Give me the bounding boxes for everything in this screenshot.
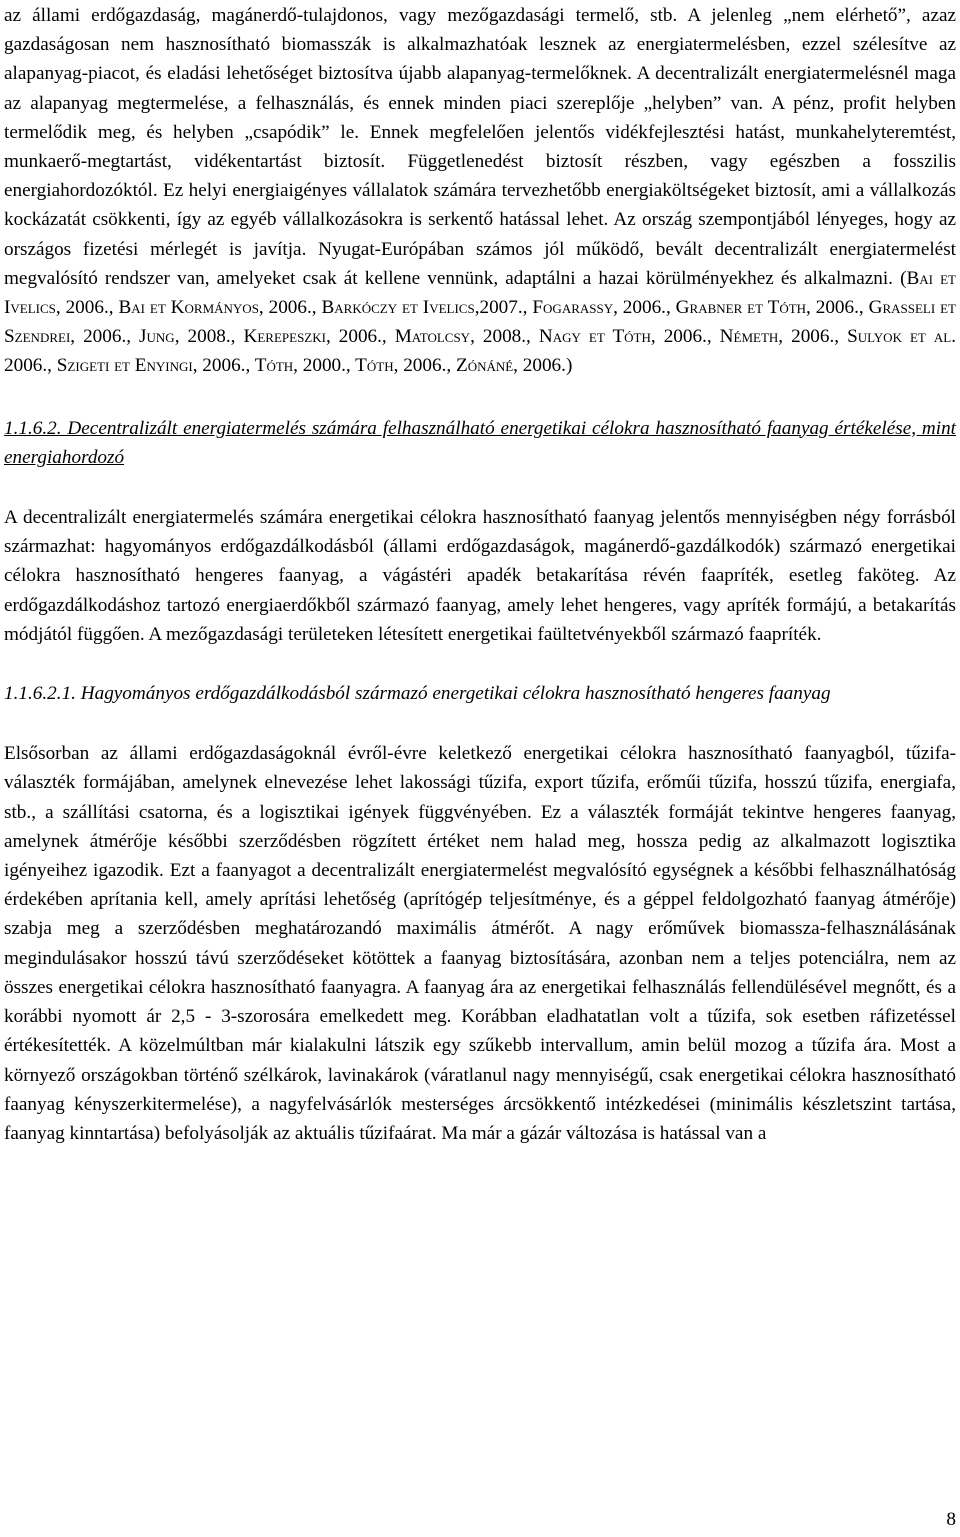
document-page bbox=[4, 0, 956, 1148]
section-heading-1-1-6-2: 1.1.6.2. Decentralizált energiatermelés számára felhasználható energetikai célokra hasznosítható faanyag értékelése, mint energiahordozó bbox=[4, 417, 956, 468]
citation-list: (Bai et Ivelics, 2006., Bai et Kormányos, 2006., Barkóczy et Ivelics,2007., Fogarassy, 2006., Grabner et Tóth, 2006., Grasseli et Szendrei, 2006., Jung, 2008., Kerepeszki, 2006., Matolcsy, 2008., Nagy et Tóth, 2006., Németh, 2006., Sulyok et al. 2006., Szigeti et Enyingi, 2006., Tóth, 2000., Tóth, 2006., Zónáné, 2006.) bbox=[4, 267, 956, 377]
paragraph-wood-sources: A decentralizált energiatermelés számára energetikai célokra hasznosítható faanyag jelentős mennyiségben négy forrásból származhat: hagyományos erdőgazdálkodásból (állami erdőgazdaságok, magánerdő-gazdálkodók) származó energetikai célokra hasznosítható hengeres faanyag, a vágástéri apadék betakarítása révén faapríték, esetleg faköteg. Az erdőgazdálkodáshoz tartozó energiaerdőkből származó faanyag, amely lehet hengeres, vagy apríték formájú, a betakarítás módjától függően. A mezőgazdasági területeken létesített energetikai faültetvényekből származó faapríték. bbox=[4, 507, 956, 645]
page-number: 8 bbox=[946, 1509, 956, 1530]
paragraph-intro bbox=[4, 0, 956, 381]
paragraph-firewood: Elsősorban az állami erdőgazdaságoknál évről-évre keletkező energetikai célokra hasznosítható faanyagból, tűzifa-választék formájában, amelynek elnevezése lehet lakossági tűzifa, export tűzifa, erőműi tűzifa, hosszú tűzifa, energiafa, stb., a szállítási csatorna, és a logisztikai igények függvényében. Ez a választék formáját tekintve hengeres faanyag, amelynek átmérője későbbi szerződésben rögzített értéket nem halad meg, hossza pedig az alkalmazott logisztika igényeihez igazodik. Ezt a faanyagot a decentralizált energiatermelést megvalósító egységnek a későbbi felhasználhatóság érdekében aprítania kell, amely aprítási lehetőség (aprítógép teljesítménye, és a géppel feldolgozható faanyag átmérője) szabja meg a szerződésben meghatározandó maximális átmérőt. A nagy erőművek biomassza-felhasználásának megindulásakor hosszú távú szerződéseket kötöttek a faanyag biztosítására, azonban nem a teljes potenciálra, nem az összes energetikai célokra hasznosítható faanyagra. A faanyag ára az energetikai felhasználás fellendülésével megnőtt, és a korábbi nyomott ár 2,5 - 3-szorosára emelkedett meg. Korábban eladhatatlan volt a tűzifa, sok esetben ráfizetéssel értékesítették. A közelmúltban már kialakulni látszik egy szűkebb intervallum, amin belül mozog a tűzifa ára. Most a környező országokban történő szélkárok, lavinakárok (váratlanul nagy mennyiségű, csak energetikai célokra hasznosítható faanyag kényszerkitermelése), a nagyfelvásárlók mesterséges árcsökkentő intézkedései (minimális készletszint tartása, faanyag kinntartása) befolyásolják az aktuális tűzifaárat. Ma már a gázár változása is hatással van a bbox=[4, 743, 956, 1144]
paragraph-intro-text: az állami erdőgazdaság, magánerdő-tulajdonos, vagy mezőgazdasági termelő, stb. A jelenleg „nem elérhető”, azaz gazdaságosan nem hasznosítható biomasszák is alkalmazhatóak lesznek az energiatermelésben, ezzel szélesítve az alapanyag-piacot, és eladási lehetőséget biztosítva újabb alapanyag-termelőknek. A decentralizált energiatermelésnél maga az alapanyag megtermelése, a felhasználás, és ennek minden piaci szereplője „helyben” van. A pénz, profit helyben termelődik meg, és helyben „csapódik” le. Ennek megfelelően jelentős vidékfejlesztési hatást, munkahelyteremtést, munkaerő-megtartást, vidékentartást biztosít. Függetlenedést biztosít részben, vagy egészben a fosszilis energiahordozóktól. Ez helyi energiaigényes vállalatok számára tervezhetőbb energiaköltségeket biztosít, ami a vállalkozás kockázatát csökkenti, így az egyéb vállalkozásokra is serkentő hatással lehet. Az ország szempontjából lényeges, hogy az országos fizetési mérlegét is javítja. Nyugat-Európában számos jól működő, bevált decentralizált energiatermelést megvalósító rendszer van, amelyeket csak át kellene vennünk, adaptálni a hazai körülményekhez és alkalmazni. bbox=[4, 5, 956, 289]
section-heading-1-1-6-2-1: 1.1.6.2.1. Hagyományos erdőgazdálkodásból származó energetikai célokra hasznosítható hengeres faanyag bbox=[4, 683, 831, 705]
